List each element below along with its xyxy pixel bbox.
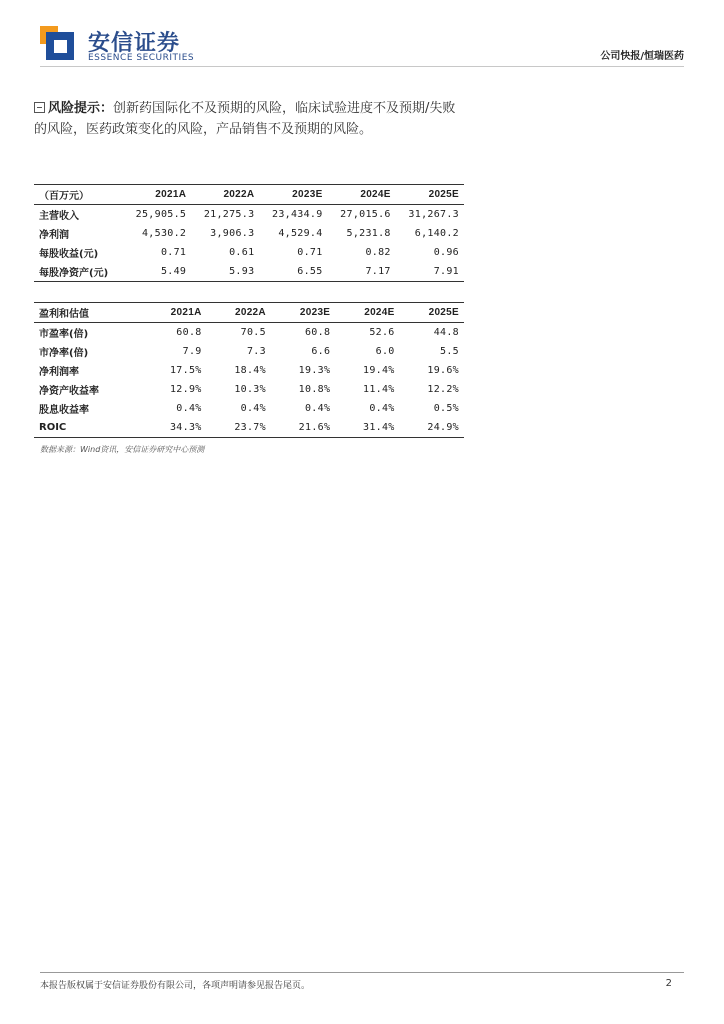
table-row xyxy=(34,380,464,399)
row-value: 70.5 xyxy=(240,327,266,338)
table-header-year: 2022A xyxy=(191,185,259,205)
row-value: 21.6% xyxy=(298,422,331,433)
list-bullet-icon xyxy=(34,102,45,113)
row-value: 31,267.3 xyxy=(408,209,459,220)
table-header-year: 2025E xyxy=(396,185,464,205)
row-value: 23,434.9 xyxy=(272,209,323,220)
table-row xyxy=(34,243,464,262)
row-value: 23.7% xyxy=(234,422,266,433)
report-label: 公司快报/恒瑞医药 xyxy=(600,51,684,62)
row-value: 60.8 xyxy=(176,327,202,338)
row-value: 19.3% xyxy=(298,365,331,376)
row-value: 5,231.8 xyxy=(346,228,391,239)
row-value: 10.8% xyxy=(298,384,331,395)
brand-name-en: ESSENCE SECURITIES xyxy=(88,53,195,63)
row-value: 27,015.6 xyxy=(340,209,391,220)
table-header-year: 2024E xyxy=(328,185,396,205)
financial-summary-table xyxy=(34,184,464,282)
page-number: 2 xyxy=(665,978,672,989)
row-value: 18.4% xyxy=(234,365,266,376)
table-row xyxy=(34,361,464,380)
row-value: 0.96 xyxy=(433,247,459,258)
risk-text: 创新药国际化不及预期的风险，临床试验进度不及预期/失败的风险，医药政策变化的风险，产品销售不及预期的风险。 xyxy=(34,101,456,137)
row-value: 0.71 xyxy=(297,247,323,258)
row-value: 0.71 xyxy=(160,247,187,258)
footer-divider xyxy=(40,972,684,973)
row-value: 19.6% xyxy=(427,365,459,376)
row-value: 25,905.5 xyxy=(135,209,187,220)
row-label: 净资产收益率 xyxy=(39,386,99,397)
risk-title: 风险提示： xyxy=(48,101,114,116)
row-value: 7.9 xyxy=(182,346,202,357)
row-label: 每股收益(元) xyxy=(39,249,99,260)
row-value: 11.4% xyxy=(363,384,395,395)
table-row xyxy=(34,323,464,343)
row-value: 60.8 xyxy=(304,327,331,338)
row-value: 52.6 xyxy=(369,327,395,338)
table-header-year: 2021A xyxy=(142,303,206,323)
table-row xyxy=(34,224,464,243)
row-value: 7.91 xyxy=(433,266,459,277)
table-row xyxy=(34,342,464,361)
row-value: 0.82 xyxy=(365,247,391,258)
row-value: 0.4% xyxy=(240,403,266,414)
brand-name-cn: 安信证券 xyxy=(88,31,181,56)
data-source: 数据来源：Wind资讯，安信证券研究中心预测 xyxy=(40,445,205,454)
table-header-year: 2021A xyxy=(123,185,191,205)
row-value: 0.61 xyxy=(229,247,255,258)
logo-white-square xyxy=(54,40,67,53)
table-header-row xyxy=(34,185,464,205)
row-label: 主营收入 xyxy=(39,211,79,222)
table-header-row xyxy=(34,303,464,323)
table-row xyxy=(34,205,464,225)
table-row xyxy=(34,262,464,282)
row-value: 19.4% xyxy=(363,365,395,376)
row-value: 6.6 xyxy=(311,346,331,357)
row-value: 44.8 xyxy=(433,327,459,338)
row-label: 每股净资产(元) xyxy=(39,268,109,279)
row-value: 6,140.2 xyxy=(414,228,459,239)
table-header-year: 2023E xyxy=(259,185,327,205)
row-value: 5.5 xyxy=(440,346,459,357)
row-label: 股息收益率 xyxy=(39,405,89,416)
row-value: 0.4% xyxy=(369,403,395,414)
row-value: 3,906.3 xyxy=(210,228,255,239)
row-label: 净利润 xyxy=(39,230,69,241)
footer-disclaimer: 本报告版权属于安信证券股份有限公司，各项声明请参见报告尾页。 xyxy=(40,981,311,991)
row-value: 17.5% xyxy=(169,365,202,376)
row-value: 5.93 xyxy=(229,266,255,277)
row-value: 12.2% xyxy=(427,384,459,395)
row-value: 5.49 xyxy=(160,266,187,277)
table-header-year: 2022A xyxy=(207,303,271,323)
valuation-table xyxy=(34,302,464,438)
table-header-label: 盈利和估值 xyxy=(34,303,142,323)
row-value: 31.4% xyxy=(363,422,395,433)
row-value: 12.9% xyxy=(169,384,202,395)
row-value: 6.0 xyxy=(375,346,395,357)
row-label: 净利润率 xyxy=(39,367,79,378)
table-header-year: 2024E xyxy=(335,303,399,323)
row-label: ROIC xyxy=(39,422,67,433)
row-value: 4,529.4 xyxy=(278,228,323,239)
row-value: 0.4% xyxy=(176,403,202,414)
table-header-label: （百万元） xyxy=(34,185,123,205)
row-value: 34.3% xyxy=(169,422,202,433)
row-value: 4,530.2 xyxy=(141,228,187,239)
logo xyxy=(40,26,76,62)
row-label: 市盈率(倍) xyxy=(39,329,89,340)
row-label: 市净率(倍) xyxy=(39,348,89,359)
row-value: 0.5% xyxy=(433,403,459,414)
row-value: 24.9% xyxy=(427,422,459,433)
row-value: 0.4% xyxy=(304,403,331,414)
row-value: 6.55 xyxy=(297,266,323,277)
header-divider xyxy=(40,66,684,67)
table-header-year: 2023E xyxy=(271,303,335,323)
risk-notice xyxy=(34,98,464,140)
table-header-year: 2025E xyxy=(400,303,464,323)
table-row xyxy=(34,399,464,418)
row-value: 7.17 xyxy=(365,266,391,277)
row-value: 21,275.3 xyxy=(203,209,255,220)
table-row xyxy=(34,418,464,438)
row-value: 7.3 xyxy=(246,346,266,357)
row-value: 10.3% xyxy=(234,384,266,395)
